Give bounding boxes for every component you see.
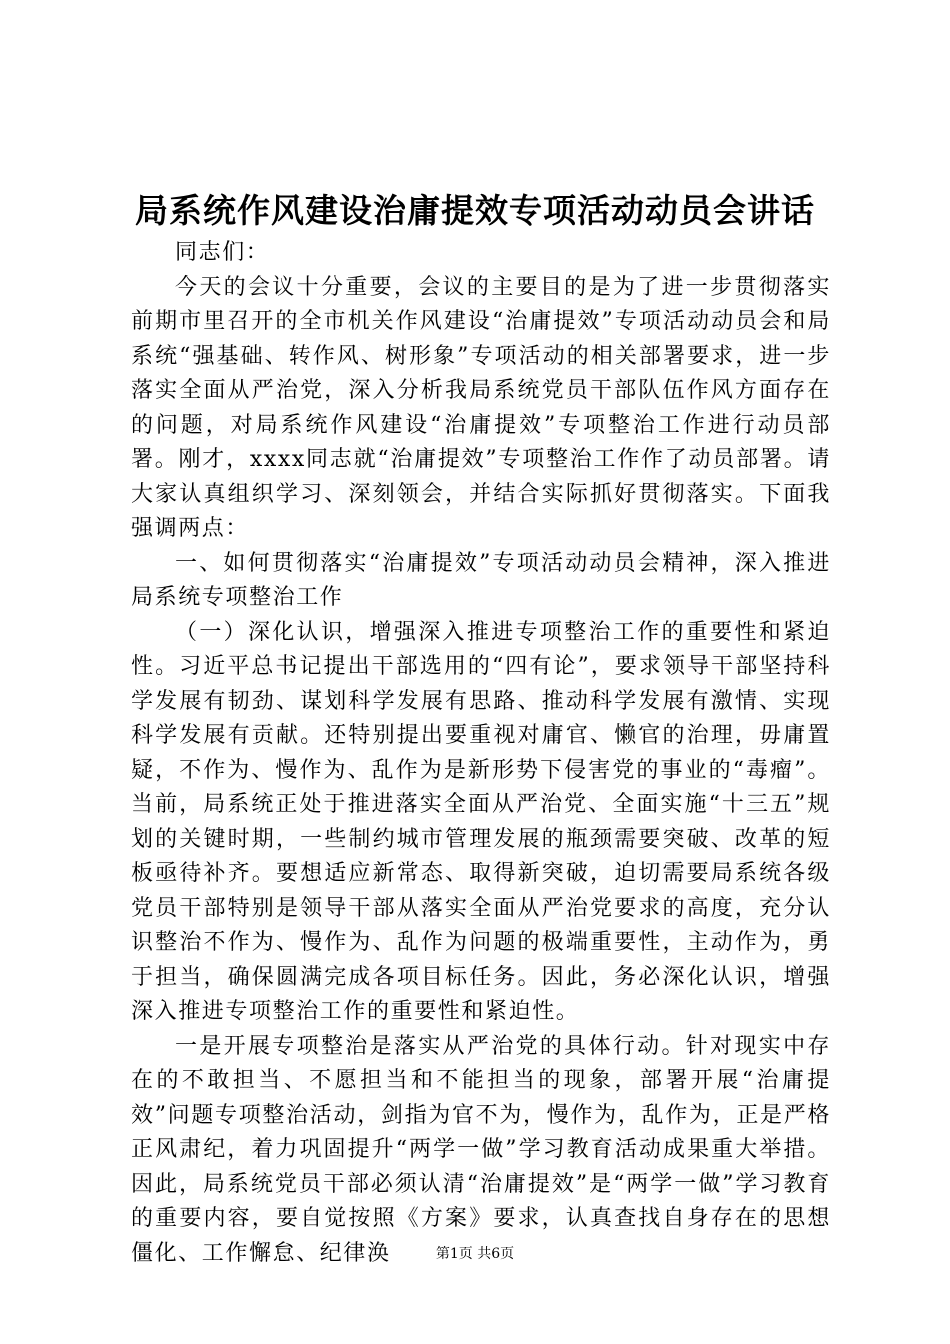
section-heading-1: 一、如何贯彻落实“治庸提效”专项活动动员会精神，深入推进局系统专项整治工作 <box>131 550 831 610</box>
paragraph-salutation: 同志们： <box>175 240 270 265</box>
page-number-footer: 第1页 共6页 <box>435 1246 515 1262</box>
document-title: 局系统作风建设治庸提效专项活动动员会讲话 <box>135 191 815 230</box>
document-body <box>131 236 831 1271</box>
paragraph-intro: 今天的会议十分重要，会议的主要目的是为了进一步贯彻落实前期市里召开的全市机关作风建设“治庸提效”专项活动动员会和局系统“强基础、转作风、树形象”专项活动的相关部署要求，进一步落实全面从严治党，深入分析我局系统党员干部队伍作风方面存在的问题，对局系统作风建设“治庸提效”专项整治工作进行动员部署。刚才，xxxx同志就“治庸提效”专项整治工作作了动员部署。请大家认真组织学习、深刻领会，并结合实际抓好贯彻落实。下面我强调两点： <box>131 274 831 541</box>
paragraph-subsection-1: （一）深化认识，增强深入推进专项整治工作的重要性和紧迫性。习近平总书记提出干部选用的“四有论”，要求领导干部坚持科学发展有韧劲、谋划科学发展有思路、推动科学发展有激情、实现科学发展有贡献。还特别提出要重视对庸官、懒官的治理，毋庸置疑，不作为、慢作为、乱作为是新形势下侵害党的事业的“毒瘤”。当前，局系统正处于推进落实全面从严治党、全面实施“十三五”规划的关键时期，一些制约城市管理发展的瓶颈需要突破、改革的短板亟待补齐。要想适应新常态、取得新突破，迫切需要局系统各级党员干部特别是领导干部从落实全面从严治党要求的高度，充分认识整治不作为、慢作为、乱作为问题的极端重要性，主动作为，勇于担当，确保圆满完成各项目标任务。因此，务必深化认识，增强深入推进专项整治工作的重要性和紧迫性。 <box>131 619 831 1024</box>
paragraph-point-1: 一是开展专项整治是落实从严治党的具体行动。针对现实中存在的不敢担当、不愿担当和不能担当的现象，部署开展“治庸提效”问题专项整治活动，剑指为官不为，慢作为，乱作为，正是严格正风肃纪，着力巩固提升“两学一做”学习教育活动成果重大举措。因此，局系统党员干部必须认清“治庸提效”是“两学一做”学习教育的重要内容，要自觉按照《方案》要求，认真查找自身存在的思想僵化、工作懈怠、纪律涣 <box>131 1033 831 1266</box>
